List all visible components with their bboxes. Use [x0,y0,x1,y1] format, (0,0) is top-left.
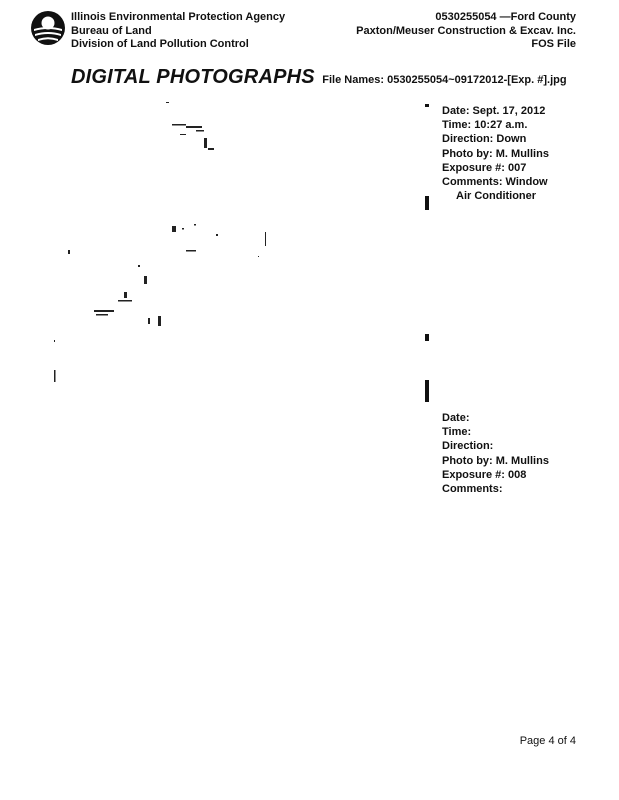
speck [138,265,140,267]
speck [172,226,176,232]
speck [208,148,214,150]
agency-block [71,11,285,52]
speck [158,316,161,326]
illinois-epa-seal-icon [30,10,66,46]
photo-by: Photo by: M. Mullins [442,454,549,467]
speck [196,130,204,132]
margin-mark [425,334,429,341]
bureau-name: Bureau of Land [71,24,152,37]
photo-exposure-007 [36,98,416,398]
page-number: Page 4 of 4 [519,735,576,747]
speck [54,340,55,342]
margin-mark [425,196,429,210]
document-heading [71,66,567,89]
speck [96,314,108,316]
speck [172,124,186,126]
site-id-county: 0530255054 —Ford County [435,11,576,23]
speck [124,292,127,298]
speck [118,300,132,302]
photo-date: Date: Sept. 17, 2012 [442,105,546,117]
site-block [356,11,576,52]
speck [204,138,207,148]
photo-direction: Direction: [442,440,494,453]
margin-mark [425,104,429,107]
photo-comments: Comments: Window [442,176,548,189]
speck [194,224,196,226]
photo-comments-continued: Air Conditioner [456,190,537,203]
file-names: File Names: 0530255054~09172012-[Exp. #].jpg [322,74,567,86]
photo-comments: Comments: [442,483,503,496]
margin-mark [425,380,429,402]
speck [54,370,56,382]
division-name: Division of Land Pollution Control [71,38,249,50]
speck [144,276,147,284]
speck [94,310,114,312]
speck [182,228,184,230]
speck [186,250,196,252]
site-name: Paxton/Meuser Construction & Excav. Inc. [356,24,576,37]
photo-date: Date: [442,412,470,424]
agency-name: Illinois Environmental Protection Agency [71,11,286,23]
page-title: DIGITAL PHOTOGRAPHS [71,66,315,88]
photo-time: Time: 10:27 a.m. [442,119,528,132]
speck [68,250,70,254]
speck [166,102,169,103]
speck [148,318,150,324]
speck [265,232,266,246]
photo-direction: Direction: Down [442,133,527,146]
photo-by: Photo by: M. Mullins [442,147,549,160]
photo-2-metadata [442,411,549,496]
speck [258,256,259,257]
speck [186,126,202,128]
speck [216,234,218,236]
photo-1-metadata [442,104,549,203]
photo-exposure: Exposure #: 007 [442,161,527,174]
file-type: FOS File [531,38,576,50]
speck [180,134,186,135]
photo-time: Time: [442,426,472,439]
photo-exposure: Exposure #: 008 [442,468,527,481]
